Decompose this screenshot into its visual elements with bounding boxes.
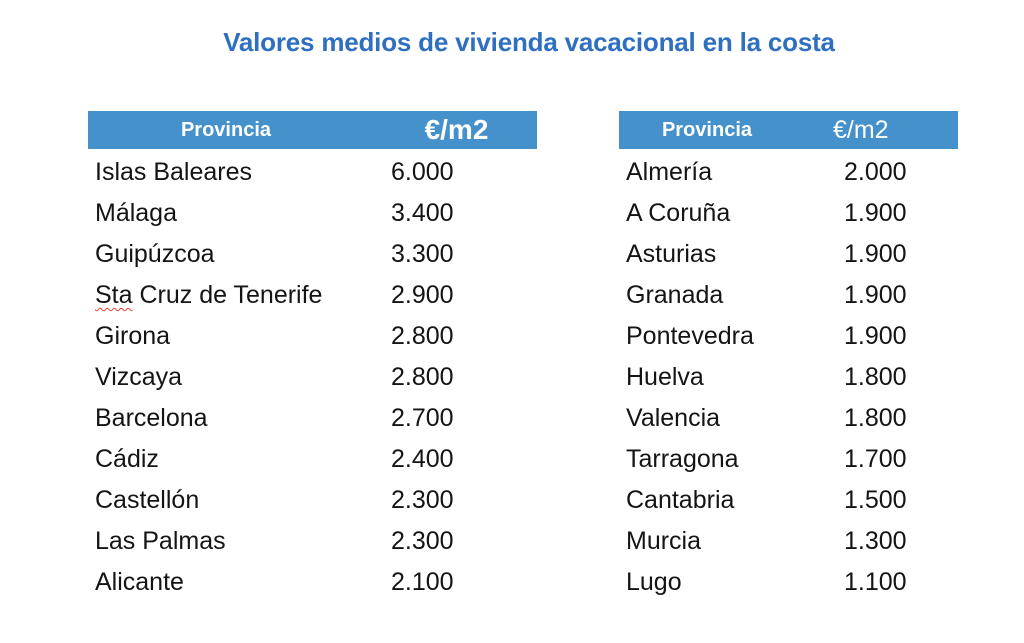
cell-provincia: Murcia [626,527,702,555]
cell-price: 1.700 [844,445,907,473]
cell-price: 1.500 [844,486,907,514]
cell-price: 3.300 [391,240,454,268]
table-row [619,521,958,562]
cell-provincia: Barcelona [95,404,208,432]
table-row [619,398,958,439]
table-row [619,275,958,316]
table-row [88,152,537,193]
cell-provincia: Valencia [626,404,721,432]
cell-provincia: Pontevedra [626,322,754,350]
cell-price: 2.000 [844,158,907,186]
table-row [88,193,537,234]
cell-price: 2.300 [391,486,454,514]
cell-provincia: A Coruña [626,199,731,227]
table-left-body [88,149,537,603]
table-row [619,357,958,398]
table-row [619,562,958,603]
table-row [619,316,958,357]
column-header-provincia: Provincia [661,118,753,141]
cell-price: 2.400 [391,445,454,473]
table-left-header [88,111,537,149]
column-header-price: €/m2 [424,114,489,145]
table-row [88,562,537,603]
cell-provincia [88,281,388,310]
table-row [619,439,958,480]
table-left [88,111,537,603]
cell-provincia: Huelva [626,363,704,391]
cell-provincia: Vizcaya [95,363,183,391]
cell-provincia: Guipúzcoa [95,240,215,268]
cell-price: 1.100 [844,568,907,596]
cell-price: 1.900 [844,199,907,227]
table-row [88,316,537,357]
cell-provincia: Almería [626,158,713,186]
cell-provincia: Las Palmas [95,527,226,555]
column-header-provincia: Provincia [180,118,272,141]
table-row [619,234,958,275]
cell-provincia: Girona [95,322,171,350]
table-row [88,398,537,439]
table-row [619,480,958,521]
cell-price: 2.800 [391,322,454,350]
cell-price: 2.100 [391,568,454,596]
cell-provincia: Islas Baleares [95,158,253,186]
cell-price: 6.000 [391,158,454,186]
cell-price: 1.900 [844,240,907,268]
column-header-price: €/m2 [833,115,889,144]
page-title: Valores medios de vivienda vacacional en la costa [223,27,835,57]
cell-price: 1.800 [844,404,907,432]
cell-price: 1.300 [844,527,907,555]
table-right [619,111,958,603]
cell-price: 1.800 [844,363,907,391]
cell-price: 2.700 [391,404,454,432]
cell-provincia: Cádiz [95,445,159,473]
cell-price: 1.900 [844,281,907,309]
cell-provincia: Tarragona [626,445,739,473]
cell-provincia: Alicante [95,568,184,596]
cell-provincia: Asturias [626,240,717,268]
table-right-body [619,149,958,603]
table-right-header [619,111,958,149]
table-row [88,275,537,316]
cell-price: 1.900 [844,322,907,350]
cell-provincia: Málaga [95,199,177,227]
table-row [88,480,537,521]
table-row [88,521,537,562]
table-row [619,193,958,234]
cell-price: 3.400 [391,199,454,227]
misspelled-word: Sta [95,281,133,309]
table-row [88,234,537,275]
cell-price: 2.300 [391,527,454,555]
table-row [619,152,958,193]
cell-provincia: Granada [626,281,724,309]
table-row [88,439,537,480]
cell-price: 2.800 [391,363,454,391]
cell-price: 2.900 [391,281,454,309]
cell-provincia: Lugo [626,568,682,596]
cell-provincia: Cantabria [626,486,735,514]
cell-provincia: Castellón [95,486,200,514]
table-row [88,357,537,398]
cell-provincia-rest: Cruz de Tenerife [132,281,323,309]
